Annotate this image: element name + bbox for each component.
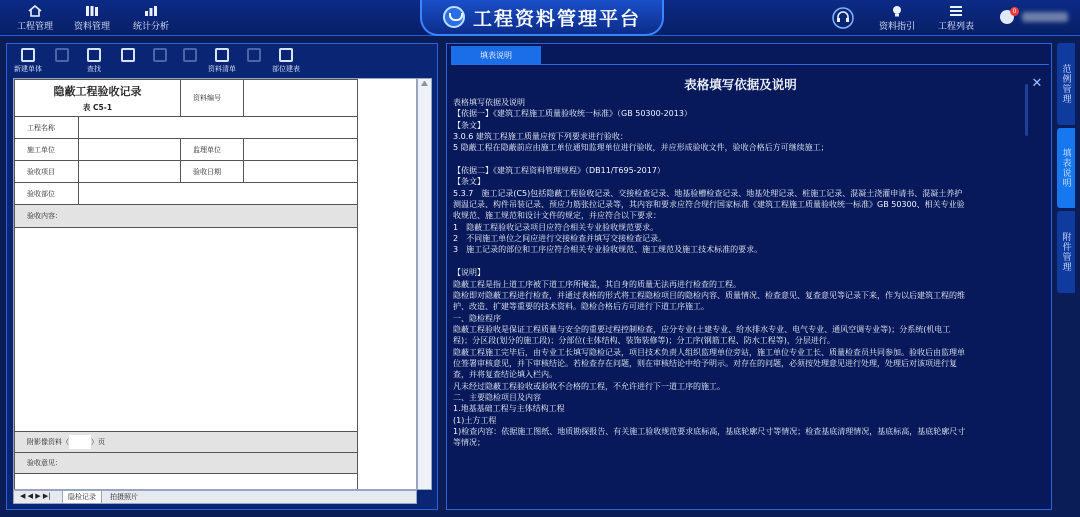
toolbar-new-unit[interactable] <box>11 48 45 78</box>
doc-line: 【依据二】《建筑工程资料管理规程》（DB11/T695-2017） <box>453 166 665 176</box>
attachment-row <box>14 431 358 453</box>
platform-logo-icon <box>443 6 465 28</box>
list-doc-icon <box>215 48 229 62</box>
copy-icon <box>153 48 167 62</box>
username-redacted <box>1022 12 1068 22</box>
doc-no-field[interactable] <box>243 79 358 117</box>
tool-label: 查找 <box>87 65 101 73</box>
instructions-panel <box>446 43 1052 510</box>
form-sheet <box>13 78 417 490</box>
doc-scrollbar-thumb[interactable] <box>1025 84 1028 136</box>
tab-underline <box>451 64 1049 65</box>
inspection-date-field[interactable] <box>243 160 358 183</box>
attachment-label: 附影像资料（ <box>27 438 69 446</box>
nav-project-management[interactable] <box>8 2 62 34</box>
toolbar-print[interactable] <box>111 48 145 78</box>
nav-label: 统计分析 <box>132 21 169 32</box>
sheet-tab-bar <box>13 490 417 504</box>
toolbar-copy[interactable] <box>143 48 177 78</box>
project-name-label: 工程名称 <box>14 116 79 139</box>
scroll-up-icon[interactable] <box>421 81 428 86</box>
doc-line: 3.0.6 建筑工程施工质量应按下列要求进行验收： <box>453 132 628 142</box>
doc-line: 隐蔽工程施工完毕后，由专业工长填写隐检记录，项目技术负责人组织监理单位旁站，施工单位专业工长、质量检查员共同参加。验收后由监理单 <box>453 347 965 357</box>
nav-project-list[interactable] <box>929 2 983 34</box>
sheet-tab-photos[interactable]: 拍摄照片 <box>110 493 138 501</box>
toolbar-search[interactable] <box>77 48 111 78</box>
side-tab-instructions[interactable] <box>1057 128 1075 208</box>
doc-line: (1)土方工程 <box>453 415 497 425</box>
notification-badge: 0 <box>1010 7 1019 16</box>
doc-line: 等情况； <box>453 438 485 448</box>
form-title: 隐蔽工程验收记录 <box>53 85 142 98</box>
doc-title: 表格填写依据及说明 <box>684 77 797 92</box>
opinion-label: 验收意见： <box>14 452 358 474</box>
doc-line: 5.3.7 施工记录(C5)包括隐蔽工程验收记录、交接检查记录、地基验槽检查记录、地基处理记录、桩施工记录、混凝土浇灌申请书、混凝土养护 <box>453 188 963 198</box>
inspection-item-field[interactable] <box>78 160 181 183</box>
doc-line <box>453 256 1028 267</box>
doc-line: 1.地基基础工程与主体结构工程 <box>453 404 565 414</box>
print-icon <box>121 48 135 62</box>
user-menu[interactable] <box>998 6 1076 28</box>
side-tab-label: 范例管理 <box>1060 64 1071 104</box>
doc-line: 收规范、施工规范和设计文件的规定，并应符合以下要求： <box>453 211 661 221</box>
doc-line: 测温记录、构件吊装记录、预应力筋张拉记录等，其内容和要求应符合现行国家标准《建筑工程施工质量验收统一标准》GB 50300、相关专业验 <box>453 200 965 210</box>
tool-label: 资料清单 <box>208 65 236 73</box>
doc-line: 【条文】 <box>453 120 485 130</box>
form-code: 表 C5-1 <box>82 103 113 112</box>
bar-chart-icon <box>144 5 158 17</box>
headset-button[interactable] <box>828 2 858 34</box>
inspection-item-label: 验收项目 <box>14 160 79 183</box>
side-tab-label: 附件管理 <box>1060 232 1071 272</box>
toolbar-build-table[interactable] <box>269 48 303 78</box>
building-icon <box>55 48 69 62</box>
toolbar-document-list[interactable] <box>205 48 239 78</box>
tool-label: 新建单体 <box>14 65 42 73</box>
tab-fill-instructions[interactable]: 填表说明 <box>451 46 541 64</box>
attachment-unit: ）页 <box>91 438 105 446</box>
inspection-part-label: 验收部位 <box>14 182 79 205</box>
form-editor-panel <box>6 43 438 510</box>
content-label: 验收内容： <box>14 204 358 228</box>
supervisor-field[interactable] <box>243 138 358 161</box>
grid-icon <box>279 48 293 62</box>
doc-line: 表格填写依据及说明 <box>453 98 525 107</box>
side-tab-examples[interactable] <box>1057 43 1075 125</box>
headset-icon <box>832 7 854 29</box>
app-title: 工程资料管理平台 <box>472 7 641 30</box>
doc-no-label: 资料编号 <box>180 79 244 117</box>
sheet-tab-inspection[interactable]: 隐检记录 <box>62 491 102 504</box>
home-icon <box>28 5 42 17</box>
doc-line: 护、改造、扩建等重要的技术资料。隐检合格后方可进行下道工序施工。 <box>453 302 709 312</box>
content-field[interactable] <box>14 227 358 432</box>
nav-document-guide[interactable] <box>870 2 924 34</box>
side-tab-attachments[interactable] <box>1057 211 1075 293</box>
send-icon <box>247 48 261 62</box>
doc-line: 一、隐检程序 <box>453 313 501 323</box>
list-icon <box>949 5 963 17</box>
search-doc-icon <box>87 48 101 62</box>
doc-body <box>453 97 1028 449</box>
new-unit-icon <box>21 48 35 62</box>
inspection-part-field[interactable] <box>78 182 358 205</box>
doc-line: 隐蔽工程验收是保证工程质量与安全的重要过程控制检查，应分专业(土建专业、给水排水专业、电气专业、通风空调专业等)；分系统(机电工 <box>453 324 951 334</box>
doc-line: 【依据一】《建筑工程施工质量验收统一标准》（GB 50300-2013） <box>453 109 692 119</box>
attachment-count-field[interactable] <box>69 435 91 449</box>
app-title-banner <box>420 0 664 36</box>
contractor-field[interactable] <box>78 138 181 161</box>
nav-label: 工程管理 <box>16 21 53 32</box>
form-title-cell <box>14 79 181 117</box>
doc-line: 程)；分区段(划分的施工段)；分部位(主体结构、装饰装修等)；分工序(钢筋工程、防水工程等)，分层进行。 <box>453 336 835 346</box>
inspection-date-label: 验收日期 <box>180 160 244 183</box>
project-name-field[interactable] <box>78 116 358 139</box>
doc-line: 2 不同施工单位之间应进行交接检查并填写交接检查记录。 <box>453 234 667 244</box>
doc-line: 二、主要隐检项目及内容 <box>453 392 541 402</box>
doc-line: 【说明】 <box>453 268 485 278</box>
doc-line: 1)检查内容：依据施工图纸、地质勘探报告、有关施工验收规范要求底标高，基底轮廓尺寸等情况；检查基底清理情况，基底标高，基底轮廓尺寸 <box>453 426 966 436</box>
top-nav-bar <box>0 0 1080 36</box>
export-icon <box>183 48 197 62</box>
doc-line: 凡未经过隐蔽工程验收或验收不合格的工程，不允许进行下一道工序的施工。 <box>453 381 725 391</box>
nav-label: 资料指引 <box>878 21 915 32</box>
side-tab-label: 填表说明 <box>1060 148 1071 188</box>
toolbar-building[interactable] <box>45 48 79 78</box>
doc-line <box>453 154 1028 165</box>
supervisor-label: 监理单位 <box>180 138 244 161</box>
instructions-document <box>453 67 1028 507</box>
nav-label: 工程列表 <box>937 21 974 32</box>
doc-line: 1 隐蔽工程验收记录项目应符合相关专业验收规范要求。 <box>453 222 659 232</box>
doc-line: 【条文】 <box>453 177 485 187</box>
close-icon[interactable]: ✕ <box>1031 76 1043 91</box>
sheet-vertical-scrollbar[interactable] <box>417 78 432 490</box>
sheet-nav-arrows[interactable]: ◀ ◀ ▶ ▶| <box>20 492 51 500</box>
books-icon <box>85 5 99 17</box>
toolbar-export[interactable] <box>173 48 207 78</box>
tool-label: 部位建表 <box>272 65 300 73</box>
contractor-label: 施工单位 <box>14 138 79 161</box>
toolbar-send[interactable] <box>237 48 271 78</box>
doc-line: 3 施工记录的部位和工序应符合相关专业验收规范、施工规范及施工技术标准的要求。 <box>453 245 763 255</box>
doc-line: 隐蔽工程是指上道工序被下道工序所掩盖，其自身的质量无法再进行检查的工程。 <box>453 279 741 289</box>
nav-label: 资料管理 <box>73 21 110 32</box>
bulb-icon <box>890 5 904 17</box>
opinion-field[interactable] <box>14 473 358 490</box>
doc-line: 5 隐蔽工程在隐蔽前应由施工单位通知监理单位进行验收，并应形成验收文件，验收合格后方可继续施工； <box>453 143 829 153</box>
nav-statistics[interactable] <box>124 2 178 34</box>
doc-line: 查，并将复查结论填入栏内。 <box>453 370 557 380</box>
doc-line: 位签署审核意见，并下审核结论。若检查存在问题，则在审核结论中给予明示。对存在的问题，必须按处理意见进行处理，处理后对该项进行复 <box>453 358 957 368</box>
nav-document-management[interactable] <box>65 2 119 34</box>
doc-line: 隐检即对隐蔽工程进行检查，并通过表格的形式将工程隐检项目的隐检内容、质量情况、检查意见、复查意见等记录下来，作为以后建筑工程的维 <box>453 290 965 300</box>
